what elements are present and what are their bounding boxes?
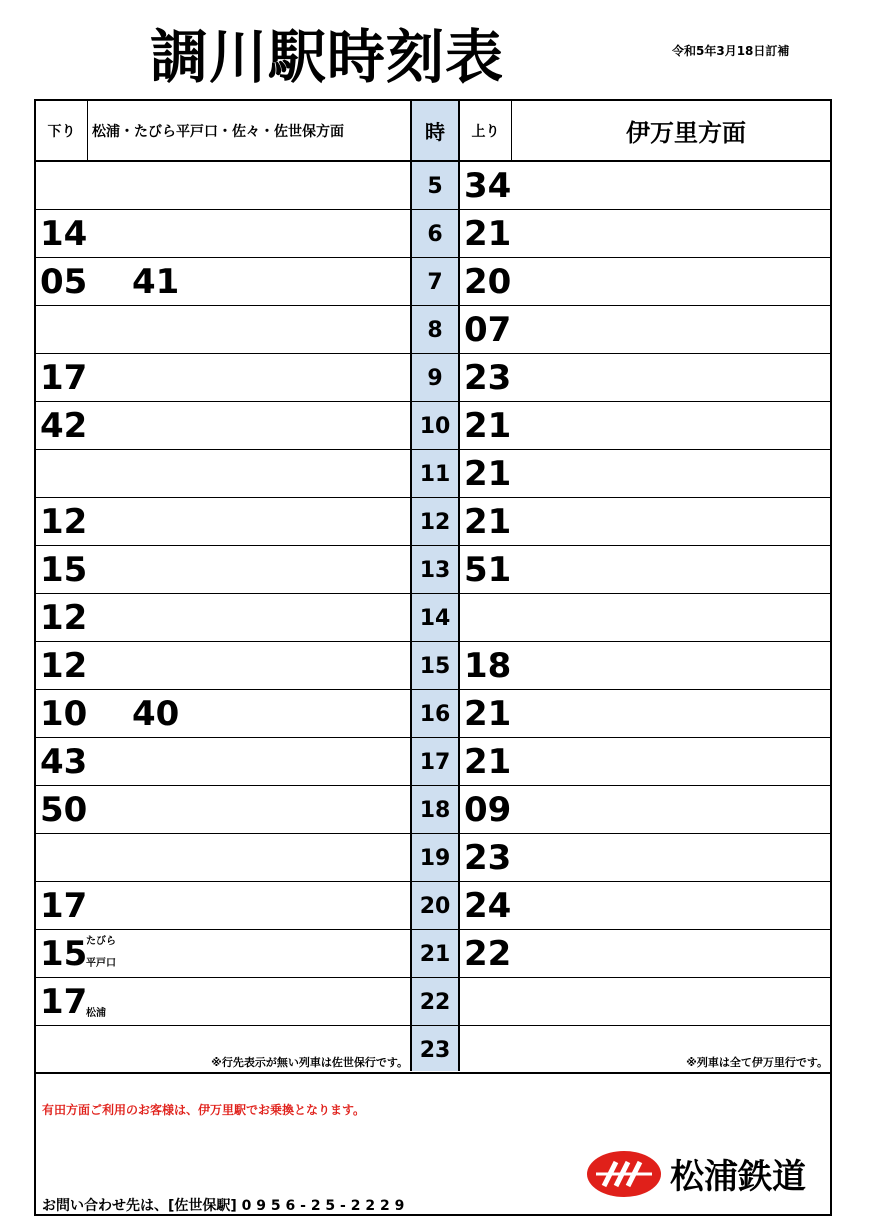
hour-cell: 22 [419,989,451,1015]
hour-cell: 9 [427,365,443,391]
timetable-row [36,786,830,834]
timetable-row [36,498,830,546]
up-minute: 07 [464,310,512,350]
down-minute: 17 [40,358,88,398]
up-minute: 18 [464,646,512,686]
down-minute-2: 40 [132,694,180,734]
timetable-row [36,162,830,210]
destination-label: たびら [86,936,116,947]
hour-cell: 19 [419,845,451,871]
down-minute: 42 [40,406,88,446]
down-minute: 43 [40,742,88,782]
hour-cell: 5 [427,173,443,199]
up-minute: 09 [464,790,512,830]
timetable-row [36,930,830,978]
company-name: 松浦鉄道 [670,1157,806,1197]
hour-cell: 20 [419,893,451,919]
hour-cell: 11 [419,461,451,487]
down-minute: 17 [40,982,88,1022]
hour-cell: 12 [419,509,451,535]
hour-cell: 15 [419,653,451,679]
down-minute: 12 [40,598,88,638]
down-minute: 50 [40,790,88,830]
timetable-row [36,354,830,402]
up-minute: 22 [464,934,512,974]
timetable-row [36,834,830,882]
hour-label: 時 [410,101,460,162]
up-label: 上り [460,101,512,162]
railway-logo-icon [586,1150,662,1198]
timetable-row [36,258,830,306]
down-destination: 松浦・たびら平戸口・佐々・佐世保方面 [88,101,410,162]
up-minute: 20 [464,262,512,302]
hour-cell: 14 [419,605,451,631]
timetable-frame [34,99,832,1216]
hour-cell: 23 [419,1037,451,1063]
down-minute: 10 [40,694,88,734]
timetable-row [36,546,830,594]
up-note: ※列車は全て伊万里行です。 [686,1056,828,1069]
up-minute: 21 [464,406,512,446]
hour-cell: 17 [419,749,451,775]
timetable-row [36,306,830,354]
up-minute: 23 [464,838,512,878]
timetable-row [36,882,830,930]
down-note: ※行先表示が無い列車は佐世保行です。 [211,1056,408,1069]
hour-cell: 7 [427,269,443,295]
down-minute: 12 [40,646,88,686]
hour-cell: 13 [419,557,451,583]
hour-cell: 8 [427,317,443,343]
revision-date: 令和5年3月18日訂補 [672,44,790,58]
timetable-row [36,450,830,498]
timetable-row [36,210,830,258]
down-minute-2: 41 [132,262,180,302]
timetable-row [36,738,830,786]
transfer-notice: 有田方面ご利用のお客様は、伊万里駅でお乗換となります。 [42,1103,366,1117]
down-minute: 12 [40,502,88,542]
down-minute: 15 [40,550,88,590]
up-destination: 伊万里方面 [512,101,830,162]
hour-cell: 16 [419,701,451,727]
down-minute: 14 [40,214,88,254]
hour-cell: 10 [419,413,451,439]
up-minute: 24 [464,886,512,926]
up-minute: 21 [464,742,512,782]
up-minute: 34 [464,166,512,206]
up-minute: 21 [464,694,512,734]
up-minute: 21 [464,502,512,542]
timetable-row [36,642,830,690]
up-minute: 51 [464,550,512,590]
page-title: 調川駅時刻表 [150,23,505,91]
destination-label: 松浦 [86,1008,106,1019]
hour-cell: 6 [427,221,443,247]
up-minute: 21 [464,454,512,494]
up-minute: 21 [464,214,512,254]
timetable-row [36,978,830,1026]
hour-cell: 18 [419,797,451,823]
destination-label: 平戸口 [86,958,116,969]
timetable-row [36,594,830,642]
down-label: 下り [36,101,88,162]
down-minute: 15 [40,934,88,974]
timetable-row [36,690,830,738]
down-minute: 05 [40,262,88,302]
down-minute: 17 [40,886,88,926]
timetable-row [36,402,830,450]
up-minute: 23 [464,358,512,398]
hour-cell: 21 [419,941,451,967]
contact-info: お問い合わせ先は、[佐世保駅] 0 9 5 6 - 2 5 - 2 2 2 9 [42,1198,405,1214]
timetable-row [36,1026,830,1074]
company-logo [586,1149,806,1198]
